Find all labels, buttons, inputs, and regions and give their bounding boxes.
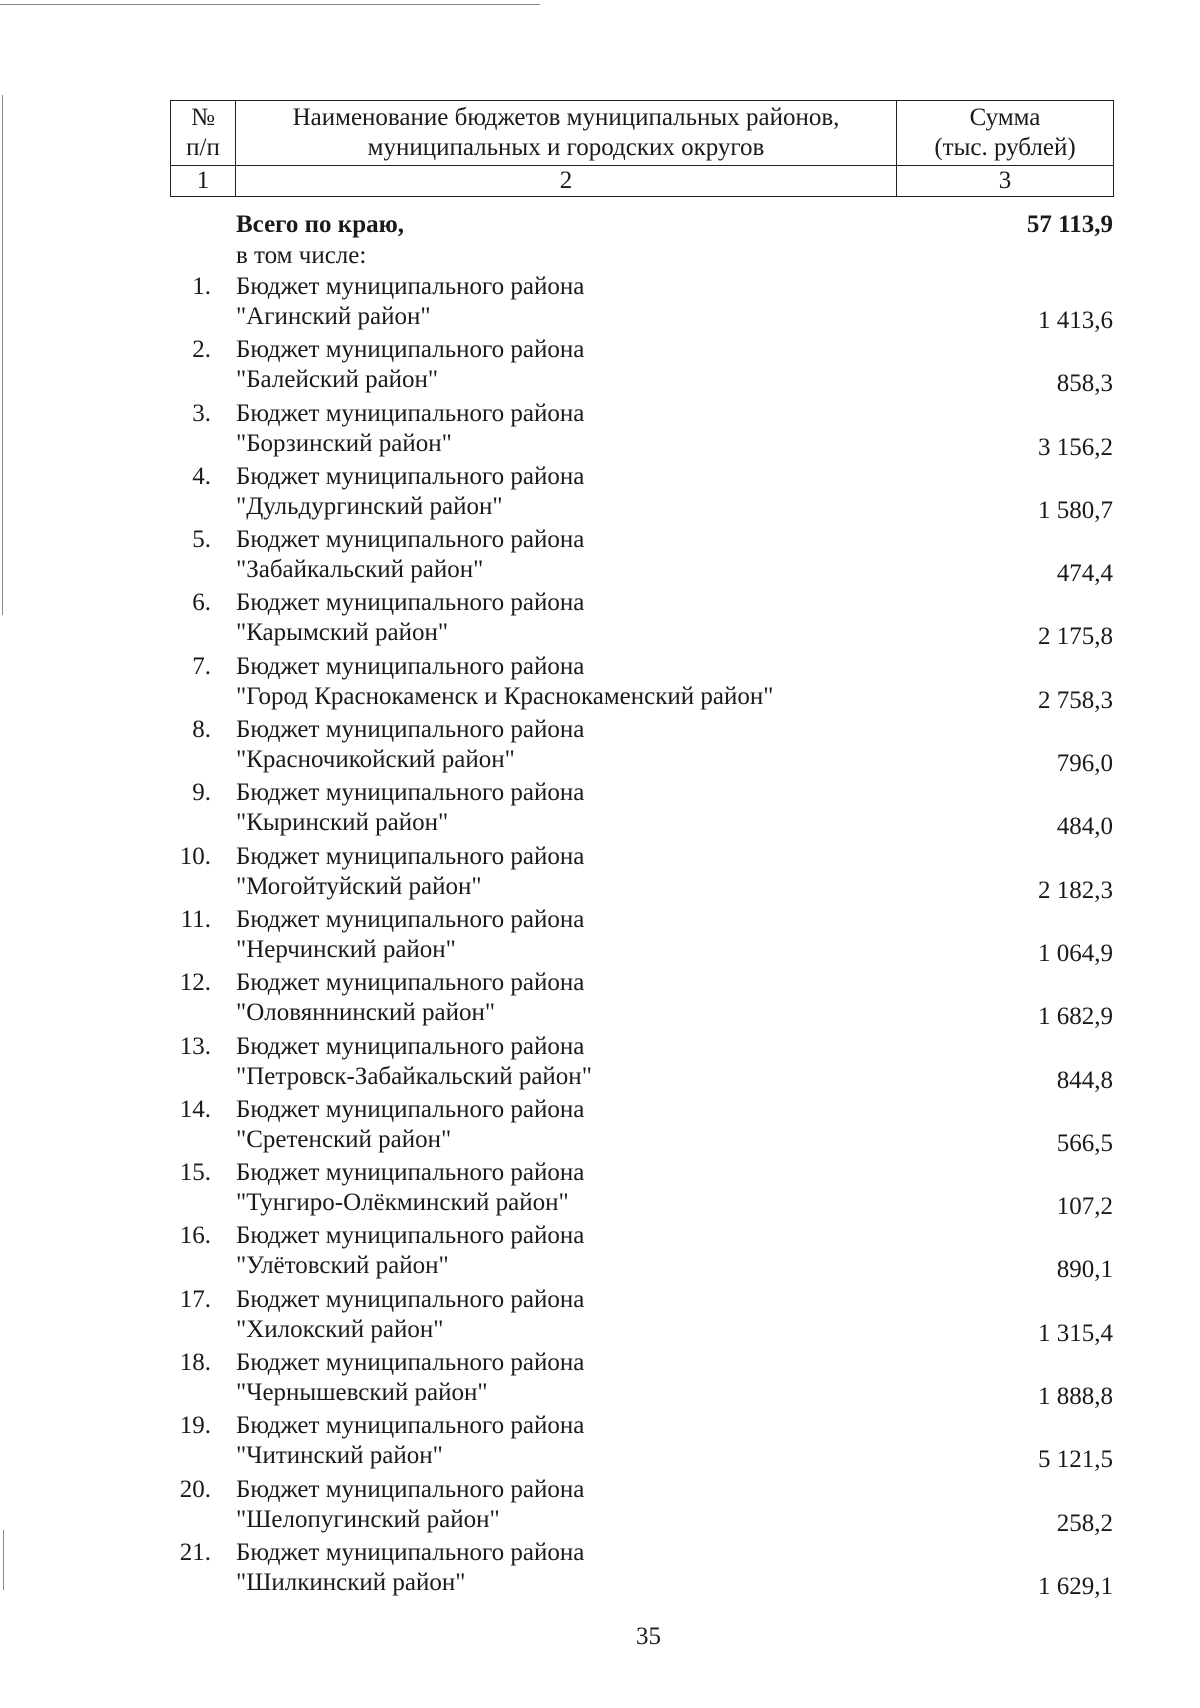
row-name-line2: "Сретенский район" xyxy=(236,1125,452,1153)
row-sum: 5 121,5 xyxy=(1038,1446,1113,1474)
table-row xyxy=(170,652,1113,715)
row-name-line1: Бюджет муниципального района xyxy=(236,273,585,300)
row-sum: 2 758,3 xyxy=(1038,686,1113,714)
header-col-name xyxy=(236,101,897,166)
row-number: 3. xyxy=(192,399,211,427)
page-number: 35 xyxy=(636,1623,661,1650)
row-number: 16. xyxy=(179,1222,211,1250)
row-sum: 107,2 xyxy=(1056,1193,1113,1221)
row-name-line2: "Шилкинский район" xyxy=(236,1568,466,1596)
row-number: 8. xyxy=(192,716,211,744)
row-name-line2: "Нерчинский район" xyxy=(236,935,456,963)
table-row xyxy=(170,1095,1113,1158)
row-number: 9. xyxy=(192,779,211,807)
row-name-line1: Бюджет муниципального района xyxy=(236,1538,585,1566)
row-name-line2: "Красночикойский район" xyxy=(236,746,515,774)
row-number: 5. xyxy=(192,526,211,554)
row-name-line2: "Петровск-Забайкальский район" xyxy=(236,1062,592,1090)
table-row xyxy=(170,968,1113,1031)
table-row xyxy=(170,905,1113,968)
row-name-line2: "Тунгиро-Олёкминский район" xyxy=(236,1189,569,1217)
row-sum: 1 682,9 xyxy=(1038,1003,1113,1031)
row-name-line1: Бюджет муниципального района xyxy=(236,1475,585,1503)
row-sum: 1 629,1 xyxy=(1038,1572,1113,1600)
row-number: 2. xyxy=(192,336,211,364)
row-number: 15. xyxy=(179,1159,211,1187)
table-row xyxy=(170,1285,1113,1348)
row-sum: 258,2 xyxy=(1056,1509,1113,1537)
table-row xyxy=(170,588,1113,651)
row-name-line2: "Шелопугинский район" xyxy=(236,1505,500,1533)
scan-edge-left-bottom xyxy=(3,1530,4,1590)
row-sum: 2 182,3 xyxy=(1038,876,1113,904)
table-row xyxy=(170,462,1113,525)
row-sum: 1 413,6 xyxy=(1038,307,1113,334)
row-name-line1: Бюджет муниципального района xyxy=(236,462,585,490)
header-row xyxy=(171,101,1114,166)
row-name-line1: Бюджет муниципального района xyxy=(236,1032,585,1060)
table-row xyxy=(170,1221,1113,1284)
row-number: 13. xyxy=(179,1032,211,1060)
row-name-line2: "Борзинский район" xyxy=(236,429,452,457)
row-sum: 890,1 xyxy=(1056,1256,1113,1284)
row-sum: 858,3 xyxy=(1056,370,1113,398)
table-row xyxy=(170,525,1113,588)
header-col1-index: 1 xyxy=(171,166,236,197)
row-name-line1: Бюджет муниципального района xyxy=(236,336,585,364)
row-number: 12. xyxy=(179,969,211,997)
including-label: в том числе: xyxy=(236,242,367,269)
row-name-line2: "Читинский район" xyxy=(236,1442,443,1470)
row-name-line1: Бюджет муниципального района xyxy=(236,1222,585,1250)
row-name-line1: Бюджет муниципального района xyxy=(236,1095,585,1123)
row-number: 14. xyxy=(179,1095,211,1123)
row-name-line2: "Забайкальский район" xyxy=(236,556,484,584)
scan-edge-top xyxy=(0,4,540,5)
row-sum: 1 064,9 xyxy=(1038,939,1113,967)
row-sum: 796,0 xyxy=(1056,750,1113,778)
row-name-line1: Бюджет муниципального района xyxy=(236,779,585,807)
row-number: 1. xyxy=(192,273,211,300)
row-name-line1: Бюджет муниципального района xyxy=(236,1412,585,1440)
row-name-line1: Бюджет муниципального района xyxy=(236,652,585,680)
row-name-line2: "Оловяннинский район" xyxy=(236,999,496,1027)
row-name-line1: Бюджет муниципального района xyxy=(236,905,585,933)
header-col3-index: 3 xyxy=(897,166,1114,197)
budget-rows xyxy=(170,272,1113,1601)
row-number: 4. xyxy=(192,462,211,490)
row-sum: 1 888,8 xyxy=(1038,1383,1113,1411)
row-sum: 3 156,2 xyxy=(1038,433,1113,461)
header-col-sum xyxy=(897,101,1114,166)
table-row xyxy=(170,1348,1113,1411)
row-name-line2: "Чернышевский район" xyxy=(236,1379,488,1407)
table-row xyxy=(170,1538,1113,1601)
row-number: 17. xyxy=(179,1285,211,1313)
scan-edge-left xyxy=(2,95,3,615)
row-number: 6. xyxy=(192,589,211,617)
row-name-line2: "Балейский район" xyxy=(236,366,439,394)
row-sum: 844,8 xyxy=(1056,1066,1113,1094)
row-number: 19. xyxy=(179,1412,211,1440)
total-sum: 57 113,9 xyxy=(1026,211,1113,238)
row-sum: 1 580,7 xyxy=(1038,496,1113,524)
row-name-line1: Бюджет муниципального района xyxy=(236,1349,585,1377)
row-name-line2: "Могойтуйский район" xyxy=(236,872,482,900)
table-row xyxy=(170,399,1113,462)
table-row xyxy=(170,335,1113,398)
row-name-line2: "Карымский район" xyxy=(236,619,449,647)
header-col-number xyxy=(171,101,236,166)
row-sum: 474,4 xyxy=(1056,560,1113,588)
row-name-line2: "Хилокский район" xyxy=(236,1315,444,1343)
row-number: 7. xyxy=(192,652,211,680)
row-name-line1: Бюджет муниципального района xyxy=(236,969,585,997)
header-numbering-row xyxy=(171,166,1114,197)
header-col-number-line2: п/п xyxy=(186,134,220,161)
row-number: 21. xyxy=(179,1538,211,1566)
row-name-line1: Бюджет муниципального района xyxy=(236,842,585,870)
header-col-name-line2: муниципальных и городских округов xyxy=(367,134,765,161)
row-name-line2: "Дульдургинский район" xyxy=(236,492,503,520)
table-row xyxy=(170,715,1113,778)
table-row xyxy=(170,1158,1113,1221)
header-col-sum-line1: Сумма xyxy=(969,104,1041,131)
total-label: Всего по краю, xyxy=(236,211,404,238)
header-col-sum-line2: (тыс. рублей) xyxy=(934,134,1076,161)
table-row xyxy=(170,1411,1113,1474)
row-number: 18. xyxy=(179,1349,211,1377)
row-name-line2: "Агинский район" xyxy=(236,303,431,330)
row-name-line1: Бюджет муниципального района xyxy=(236,1159,585,1187)
row-name-line2: "Улётовский район" xyxy=(236,1252,449,1280)
row-name-line2: "Город Краснокаменск и Краснокаменский район" xyxy=(236,682,774,710)
table-row xyxy=(170,272,1113,335)
row-name-line1: Бюджет муниципального района xyxy=(236,716,585,744)
table-row xyxy=(170,842,1113,905)
row-number: 11. xyxy=(180,905,211,933)
table-row xyxy=(170,778,1113,841)
row-number: 10. xyxy=(179,842,211,870)
row-number: 20. xyxy=(179,1475,211,1503)
row-name-line1: Бюджет муниципального района xyxy=(236,589,585,617)
row-name-line1: Бюджет муниципального района xyxy=(236,1285,585,1313)
header-col-name-line1: Наименование бюджетов муниципальных районов, xyxy=(292,104,840,131)
row-sum: 566,5 xyxy=(1056,1129,1113,1157)
row-sum: 2 175,8 xyxy=(1038,623,1113,651)
row-name-line1: Бюджет муниципального района xyxy=(236,526,585,554)
row-name-line2: "Кыринский район" xyxy=(236,809,449,837)
header-col2-index: 2 xyxy=(236,166,897,197)
table-row xyxy=(170,1475,1113,1538)
table-row xyxy=(170,1032,1113,1095)
table-header xyxy=(170,100,1114,197)
row-sum: 1 315,4 xyxy=(1038,1319,1113,1347)
row-sum: 484,0 xyxy=(1056,813,1113,841)
row-name-line1: Бюджет муниципального района xyxy=(236,399,585,427)
header-col-number-line1: № xyxy=(191,104,215,131)
